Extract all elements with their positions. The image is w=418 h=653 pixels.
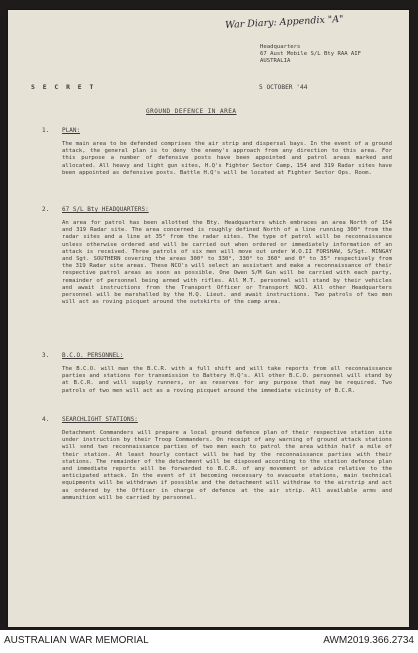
document-title: GROUND DEFENCE IN AREA <box>146 108 237 115</box>
section-number: 4. <box>42 416 50 423</box>
section-number: 3. <box>42 352 50 359</box>
section-heading: B.C.O. PERSONNEL: <box>62 352 124 359</box>
section-heading: PLAN: <box>62 127 81 134</box>
section-number: 1. <box>42 127 50 134</box>
archive-name: AUSTRALIAN WAR MEMORIAL <box>4 635 149 646</box>
header-line-2: 67 Aust Mobile S/L Bty RAA AIF <box>260 51 362 58</box>
section-heading: SEARCHLIGHT STATIONS: <box>62 416 138 423</box>
section-body: The B.C.O. will man the B.C.R. with a full shift and will take reports from all reconnaissance parties and stations for transmission to Battery H.Q's. All other B.C.O. personnel will stand by at B.C.R. and will supply runners, or as reserves for any purpose that may be required. Two patrols of two men will act as a roving picquet around the immediate vicinity of B.C.R. <box>62 366 392 394</box>
document-date: 5 OCTOBER '44 <box>259 84 308 91</box>
section-heading: 67 S/L Bty HEADQUARTERS: <box>62 206 149 213</box>
handwritten-annotation: War Diary: Appendix "A" <box>224 13 344 31</box>
section-number: 2. <box>42 206 50 213</box>
section-body: The main area to be defended comprises the air strip and dispersal bays. In the event of a ground attack, the general plan is to deny the enemy's approach from any direction to this area. For this purpose a number of defensive posts have been appointed and patrol areas marked and allocated. All heavy and light gun sites, H.Q's Fighter Sector Camp, 154 and 319 Radar sites have been appointed as defensive posts. Battle H.Q's will be located at Fighter Sector Ops. Room. <box>62 141 392 176</box>
header-line-3: AUSTRALIA <box>260 58 291 65</box>
classification-marking: S E C R E T <box>31 83 96 91</box>
section-body: Detachment Commanders will prepare a local ground defence plan of their respective station site under instruction by their Troop Commanders. On receipt of any warning of ground attack stations will send two reconnaissance parties of two men each to patrol the area within half a mile of their station. At least hourly contact will be had by the reconnaissance parties with their stations. The remainder of the detachment will be disposed according to the station defence plan and immediate reports will be forwarded to B.C.R. of any movement or advice relative to the anticipated attack. In the event of it becoming necessary to evacuate stations, main technical equipments will be withdrawn if possible and the detachment will withdraw to the airstrip and act as ordered by the Officer in charge of defence at the air strip. All available arms and ammunition will be carried by personnel. <box>62 430 392 501</box>
header-line-1: Headquarters <box>260 44 301 50</box>
document-page <box>8 10 409 627</box>
section-body: An area for patrol has been allotted the Bty. Headquarters which embraces an area North of 154 and 319 Radar site. The area concerned is roughly defined North of a line running 300° from the radar sites and a line at 35° from the radar sites. The type of patrol will be reconnaissance unless otherwise ordered and will be carried out when ordered or immediately information of an attack is received. Three patrols of six men will move out under W.O.II FORSHAW, S/Sgt. MINGAY and Sgt. SOUTHERN covering the areas 300° to 330°, 330° to 360° and 0° to 35° respectively from the 319 Radar site areas. These NCO's will select an assistant and make a reconnaissance of their respective patrol areas as soon as possible. One Owen S/M Gun will be carried with each party, remainder of personnel being armed with rifles. All M.T. personnel will stand by their vehicles and await instructions from the Transport Officer or Transport NCO. All other Headquarters personnel will be marshalled by the H.Q. Lieut. and await instructions. Two patrols of two men will act as roving picquet around the outskirts of the camp area. <box>62 220 392 306</box>
unit-header <box>260 44 361 66</box>
archive-id: AWM2019.366.2734 <box>323 635 414 646</box>
archive-footer <box>0 630 418 653</box>
